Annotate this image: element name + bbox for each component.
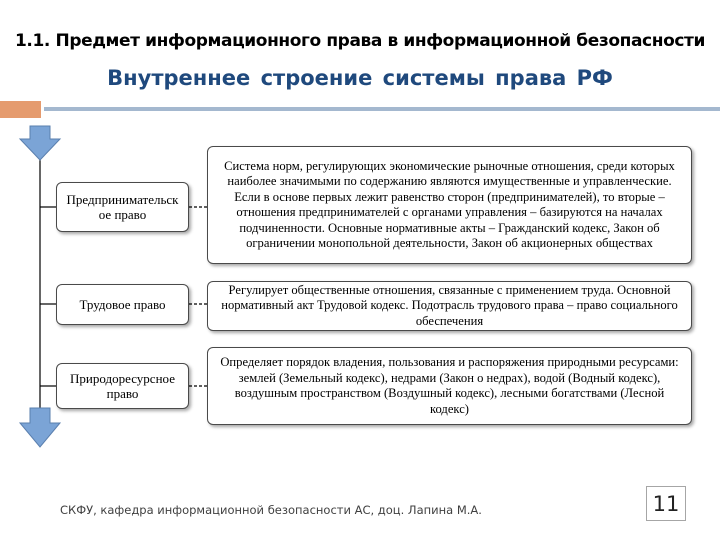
slide-subtitle: Внутреннее строение системы права РФ	[107, 66, 613, 90]
top-down-arrow	[20, 126, 60, 160]
branch-box-natural-resource-law	[56, 363, 189, 409]
slide-title: 1.1. Предмет информационного права в информационной безопасности	[15, 31, 705, 51]
branch-description: Система норм, регулирующих экономические рыночные отношения, среди которых наиболее значимыми по содержанию являются имущественные и управленческие. Если в основе первых лежит равенство сторон (предпринимателей), то вторые – отношения предпринимателей с органами управления – базируются на началах подчиненности. Основные нормативные акты – Гражданский кодекс, Закон об ограничении монопольной деятельности, Закон об акционерных обществах	[224, 158, 675, 250]
bottom-down-arrow	[20, 408, 60, 447]
page-number: 11	[646, 486, 686, 521]
description-box-business-law	[207, 146, 692, 264]
branch-label: Предпринимательск ое право	[66, 192, 179, 222]
branch-description: Регулирует общественные отношения, связанные с применением труда. Основной нормативный акт Трудовой кодекс. Подотрасль трудового права – право социального обеспечения	[221, 282, 678, 328]
branch-description: Определяет порядок владения, пользования и распоряжения природными ресурсами: землей (Земельный кодекс), недрами (Закон о недрах), водой (Водный кодекс), воздушным пространством (Воздушный кодекс), лесными богатствами (Лесной кодекс)	[220, 355, 679, 416]
footer-text: СКФУ, кафедра информационной безопасности АС, доц. Лапина М.А.	[60, 503, 482, 517]
branch-box-labor-law	[56, 284, 189, 325]
branch-box-business-law	[56, 182, 189, 232]
branch-label: Природоресурсное право	[70, 371, 175, 401]
description-box-labor-law	[207, 281, 692, 331]
description-box-natural-resource-law	[207, 347, 692, 425]
branch-label: Трудовое право	[79, 297, 166, 312]
